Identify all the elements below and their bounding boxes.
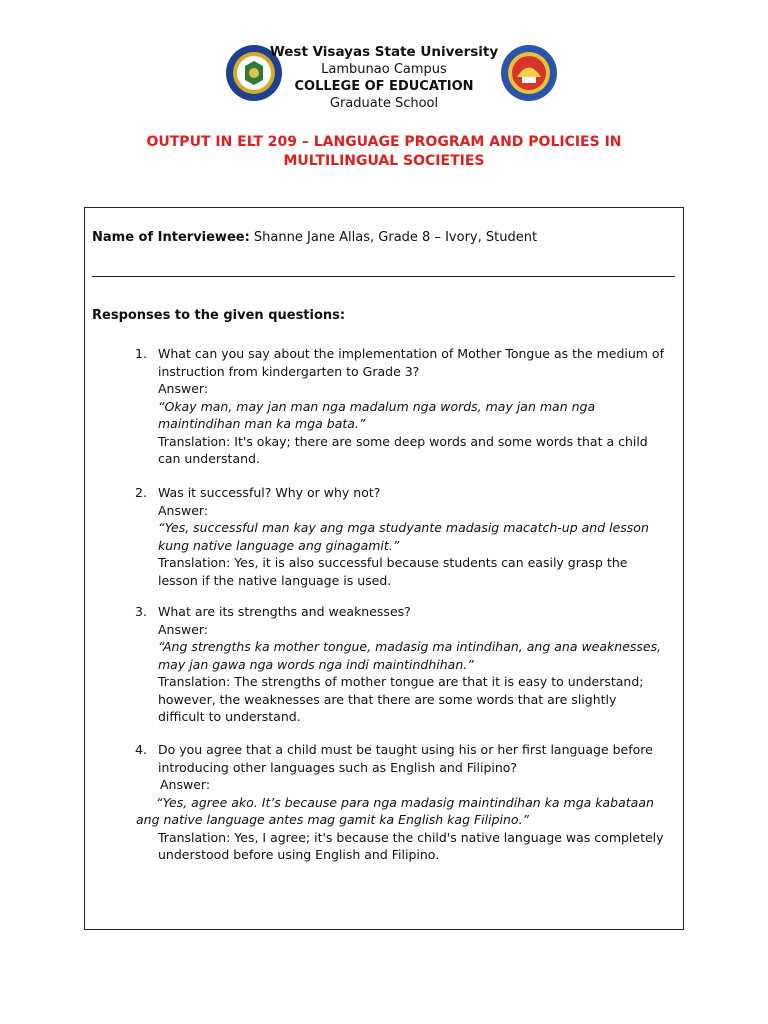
title-line-2: MULTILINGUAL SOCIETIES <box>283 153 485 169</box>
document-title <box>0 133 768 171</box>
answer-text: “Ang strengths ka mother tongue, madasig ma intindihan, ang ana weaknesses, may jan gawa nga words nga indi maintindhihan.” <box>158 639 662 672</box>
answer-label: Answer: <box>158 621 209 637</box>
question-number: 2. <box>135 485 147 500</box>
question-text: Was it successful? Why or why not? <box>158 485 381 500</box>
campus-name: Lambunao Campus <box>321 62 447 77</box>
translation-text: Translation: Yes, it is also successful because students can easily grasp the lesson if the native language is used. <box>158 555 628 588</box>
responses-heading: Responses to the given questions: <box>92 308 346 323</box>
school-name: Graduate School <box>329 96 439 111</box>
university-name: West Visayas State University <box>269 44 499 60</box>
answer-text: “Yes, agree ako. It’s because para nga madasig maintindihan ka mga kabataan ang native language antes mag gamit ka English kag Filipino.” <box>136 794 654 827</box>
divider-line <box>92 276 675 277</box>
interviewee-line <box>92 230 537 245</box>
interview-box <box>84 207 684 930</box>
answer-label: Answer: <box>158 381 209 396</box>
translation-text: Translation: It's okay; there are some deep words and some words that a child can understand. <box>158 433 648 466</box>
interviewee-label: Name of Interviewee: <box>92 230 250 245</box>
question-item-4 <box>135 741 665 864</box>
question-item-3 <box>135 603 665 726</box>
translation-text: Translation: The strengths of mother tongue are that it is easy to understand; however, the weaknesses are that there are some words that are slightly difficult to understand. <box>158 674 644 724</box>
question-number: 1. <box>135 346 147 361</box>
question-item-2 <box>135 484 665 589</box>
question-text: What are its strengths and weaknesses? <box>158 604 411 619</box>
question-text: What can you say about the implementation of Mother Tongue as the medium of instruction from kindergarten to Grade 3? <box>158 346 664 379</box>
interviewee-value: Shanne Jane Allas, Grade 8 – Ivory, Student <box>253 230 538 245</box>
translation-text: Translation: Yes, I agree; it's because the child's native language was completely understood before using English and Filipino. <box>158 829 664 862</box>
answer-label: Answer: <box>158 502 209 518</box>
title-line-1: OUTPUT IN ELT 209 – LANGUAGE PROGRAM AND POLICIES IN <box>146 134 622 150</box>
letterhead <box>0 44 768 112</box>
answer-label: Answer: <box>160 777 211 792</box>
question-number: 3. <box>135 604 147 619</box>
college-name: COLLEGE OF EDUCATION <box>294 79 474 94</box>
question-text: Do you agree that a child must be taught using his or her first language before introducing other languages such as English and Filipino? <box>158 742 653 775</box>
answer-text: “Okay man, may jan man nga madalum nga words, may jan man nga maintindihan man ka mga bata.” <box>158 398 596 431</box>
answer-text: “Yes, successful man kay ang mga studyante madasig macatch-up and lesson kung native language ang ginagamit.” <box>158 520 649 553</box>
question-number: 4. <box>135 742 147 757</box>
question-item-1 <box>135 345 665 468</box>
